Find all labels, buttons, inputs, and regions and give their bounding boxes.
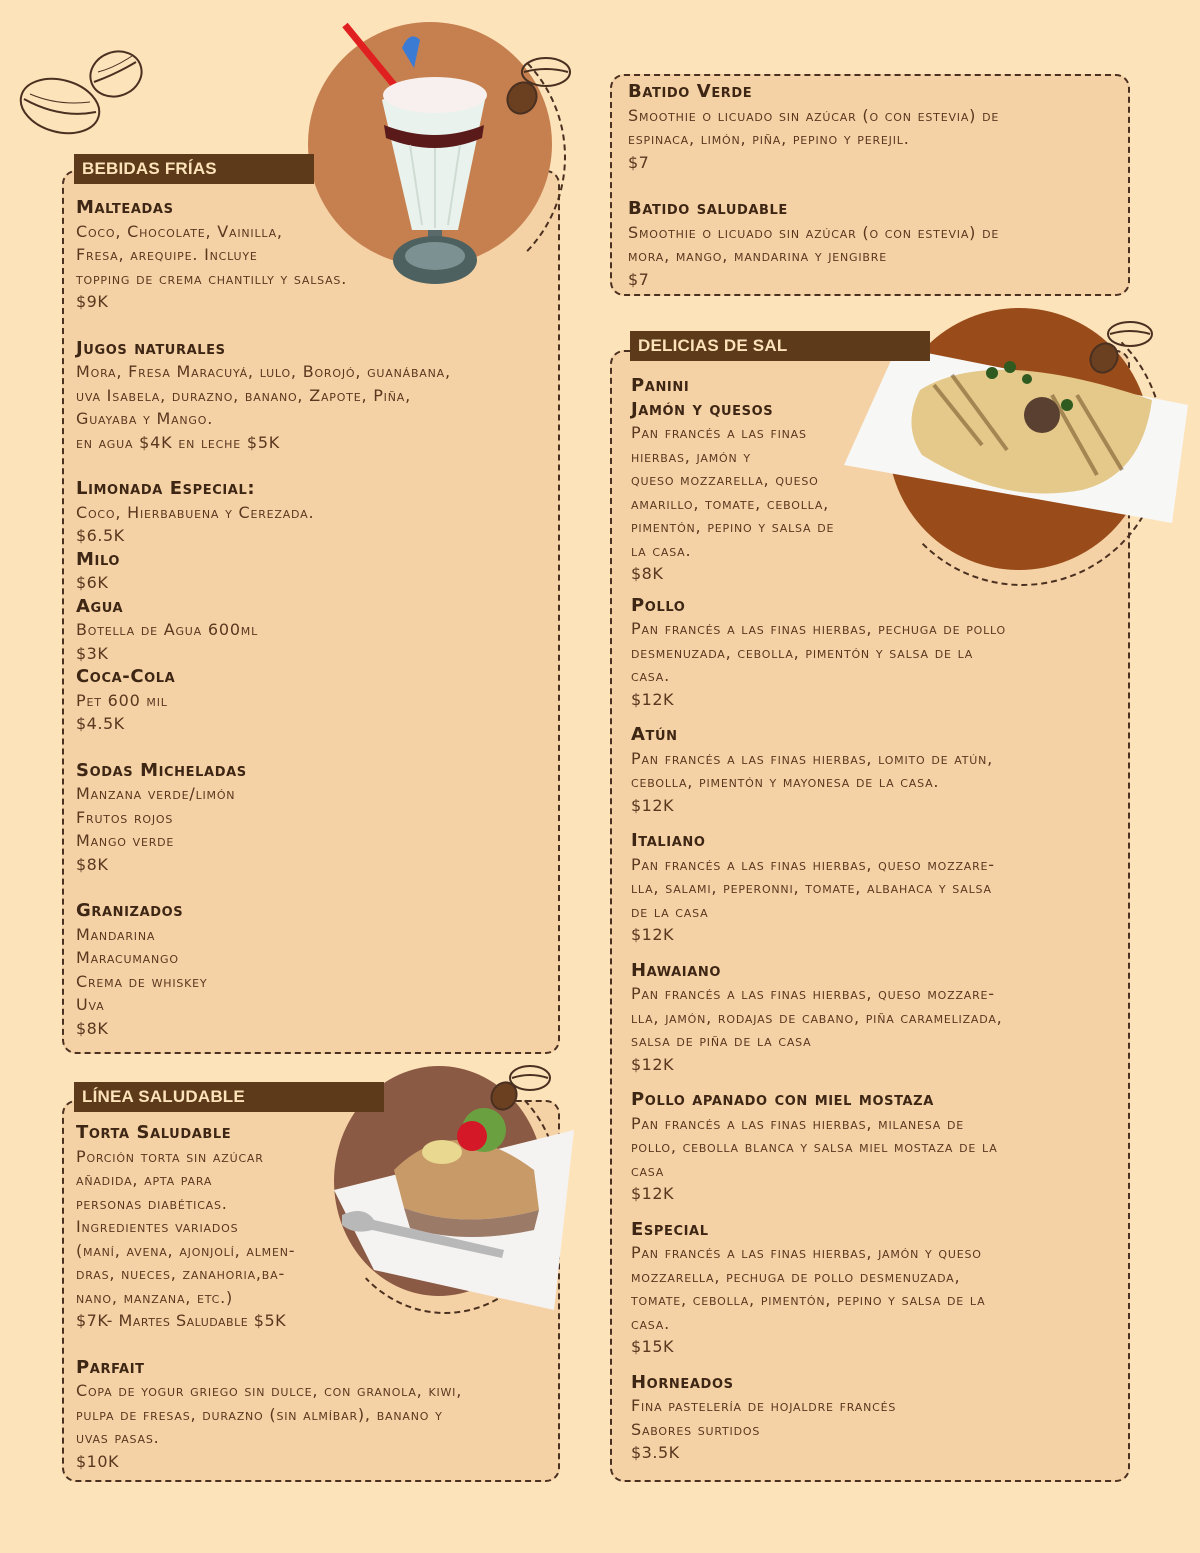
item-name: Sodas Micheladas [76,759,247,781]
item-name: Jamón y quesos [631,398,774,420]
menu-item [76,759,546,877]
item-desc: cebolla, pimentón y mayonesa de la casa. [631,772,940,791]
coffee-bean-icon [10,44,145,139]
item-desc: casa. [631,1313,671,1333]
delicias-de-sal-banner: DELICIAS DE SAL [630,331,930,361]
item-desc: casa. [631,666,671,685]
item-name: Atún [631,724,678,745]
item-desc: Pet 600 mil [76,690,168,710]
menu-item [631,1371,1111,1465]
item-price: $4.5K [76,714,125,733]
item-name: Pollo apanado con miel mostaza [631,1089,934,1110]
bebidas-frias-list [76,196,546,1040]
menu-item [76,665,546,736]
item-desc: uvas pasas. [76,1428,160,1447]
item-desc: Fresa, arequipe. Incluye [76,245,258,264]
item-desc: Crema de whiskey [76,971,208,991]
menu-item [628,80,1118,174]
item-price: $3K [76,643,109,663]
item-price: $12K [631,925,675,944]
item-desc: Ingredientes variados [76,1217,239,1236]
item-name: Granizados [76,900,184,921]
item-price: $7 [628,152,650,172]
item-desc: nano, manzana, etc.) [76,1287,234,1307]
item-name: Especial [631,1218,709,1240]
item-desc: mozzarella, pechuga de pollo desmenuzada, [631,1266,961,1286]
item-name: Parfait [76,1356,145,1378]
coffee-bean-icon [500,50,575,120]
item-desc: Smoothie o licuado sin azúcar (o con estevia) de [628,222,1000,242]
item-desc: de la casa [631,901,709,921]
menu-item [631,594,1111,712]
item-desc: mora, mango, mandarina y jengibre [628,246,887,265]
menu-item [631,398,1111,586]
menu-item [76,595,546,666]
item-desc: en agua $4K en leche $5K [76,432,281,452]
item-desc: Maracumango [76,948,179,967]
delicias-de-sal-list [631,374,1111,1465]
item-desc: Mango verde [76,831,175,850]
item-price: $9K [76,292,109,311]
item-name: Batido saludable [628,198,788,219]
item-desc: Pan francés a las finas hierbas, jamón y queso [631,1243,982,1262]
item-desc: Pan francés a las finas hierbas, queso mozzare- [631,984,995,1003]
item-price: $6K [76,573,109,592]
menu-item [631,829,1111,947]
item-name: Batido Verde [628,81,753,102]
item-name: Malteadas [76,197,174,218]
item-desc: queso mozzarella, queso [631,470,819,489]
batidos-list [628,80,1118,291]
menu-item [76,1356,546,1474]
item-desc: Manzana verde/limón [76,784,236,803]
item-price: $3.5K [631,1443,680,1462]
item-name: Agua [76,595,124,617]
item-desc: Mandarina [76,924,156,944]
linea-saludable-banner: LÍNEA SALUDABLE [74,1082,384,1112]
item-name: Limonada Especial: [76,478,256,499]
item-price: $12K [631,795,675,815]
item-desc: Porción torta sin azúcar [76,1146,264,1166]
panini-heading: Panini [631,375,690,396]
item-desc: Pan francés a las finas hierbas, milanesa de [631,1113,965,1133]
item-desc: amarillo, tomate, cebolla, [631,493,830,513]
item-price: $12K [631,689,675,709]
item-price: $10K [76,1451,120,1471]
item-price: $8K [76,1018,109,1038]
item-desc: espinaca, limón, piña, pepino y perejil. [628,129,910,148]
item-desc: tomate, cebolla, pimentón, pepino y salsa de la [631,1290,986,1309]
linea-saludable-list [76,1121,546,1473]
item-desc: Mora, Fresa Maracuyá, lulo, Borojó, guanábana, [76,362,451,381]
menu-item [76,548,546,595]
menu-item [628,197,1118,291]
item-desc: Coco, Hierbabuena y Cerezada. [76,502,315,522]
item-price: $7 [628,269,650,289]
item-price: $7K- Martes Saludable $5K [76,1311,287,1330]
item-desc: Sabores surtidos [631,1419,761,1439]
item-name: Torta Saludable [76,1122,232,1143]
item-price: $8K [76,854,109,874]
item-desc: Guayaba y Mango. [76,409,214,428]
item-desc: Pan francés a las finas hierbas, queso mozzare- [631,854,995,874]
item-desc: lla, salami, peperonni, tomate, albahaca y salsa [631,878,992,897]
item-desc: lla, jamón, rodajas de cabano, piña caramelizada, [631,1007,1003,1027]
item-price: $12K [631,1054,675,1074]
item-desc: hierbas, jamón y [631,446,751,466]
item-desc: desmenuzada, cebolla, pimentón y salsa de la [631,642,974,662]
menu-item [631,1088,1111,1206]
menu-item [76,337,546,455]
item-name: Horneados [631,1371,734,1393]
item-desc: añadida, apta para [76,1170,213,1189]
bebidas-frias-banner: BEBIDAS FRÍAS [74,154,314,184]
menu-item [76,899,546,1040]
item-desc: dras, nueces, zanahoria,ba- [76,1264,286,1283]
menu-item [76,1121,546,1333]
item-desc: pollo, cebolla blanca y salsa miel mostaza de la [631,1137,998,1156]
item-price: $12K [631,1184,675,1203]
item-desc: salsa de piña de la casa [631,1031,812,1050]
item-desc: Frutos rojos [76,807,174,827]
menu-item [76,477,546,548]
item-price: $8K [631,564,664,583]
item-name: Pollo [631,594,686,616]
item-name: Milo [76,548,121,570]
item-desc: Uva [76,995,105,1014]
item-desc: personas diabéticas. [76,1193,228,1213]
menu-item [76,196,546,314]
item-desc: Fina pastelería de hojaldre francés [631,1396,897,1415]
item-desc: Pan francés a las finas hierbas, lomito de atún, [631,748,994,768]
coffee-bean-icon [1084,316,1156,378]
menu-item [631,723,1111,817]
menu-item [631,1218,1111,1359]
coffee-bean-icon [486,1060,556,1115]
item-price: $6.5K [76,526,125,545]
item-desc: Pan francés a las finas hierbas, pechuga de pollo [631,619,1007,638]
item-desc: Smoothie o licuado sin azúcar (o con estevia) de [628,105,1000,125]
item-name: Jugos naturales [76,337,226,359]
item-name: Italiano [631,830,706,851]
item-price: $15K [631,1337,675,1356]
item-desc: Botella de Agua 600ml [76,620,259,639]
item-desc: Coco, Chocolate, Vainilla, [76,221,283,241]
item-desc: casa [631,1160,665,1180]
menu-item [631,959,1111,1077]
item-desc: topping de crema chantilly y salsas. [76,268,348,288]
item-desc: uva Isabela, durazno, banano, Zapote, Piña, [76,385,411,405]
item-desc: Pan francés a las finas [631,423,807,442]
item-desc: (maní, avena, ajonjolí, almen- [76,1240,296,1260]
item-name: Coca-Cola [76,666,176,687]
item-name: Hawaiano [631,959,721,981]
item-desc: la casa. [631,540,692,560]
item-desc: pulpa de fresas, durazno (sin almíbar), banano y [76,1404,443,1424]
item-desc: Copa de yogur griego sin dulce, con granola, kiwi, [76,1381,463,1400]
item-desc: pimentón, pepino y salsa de [631,517,835,536]
